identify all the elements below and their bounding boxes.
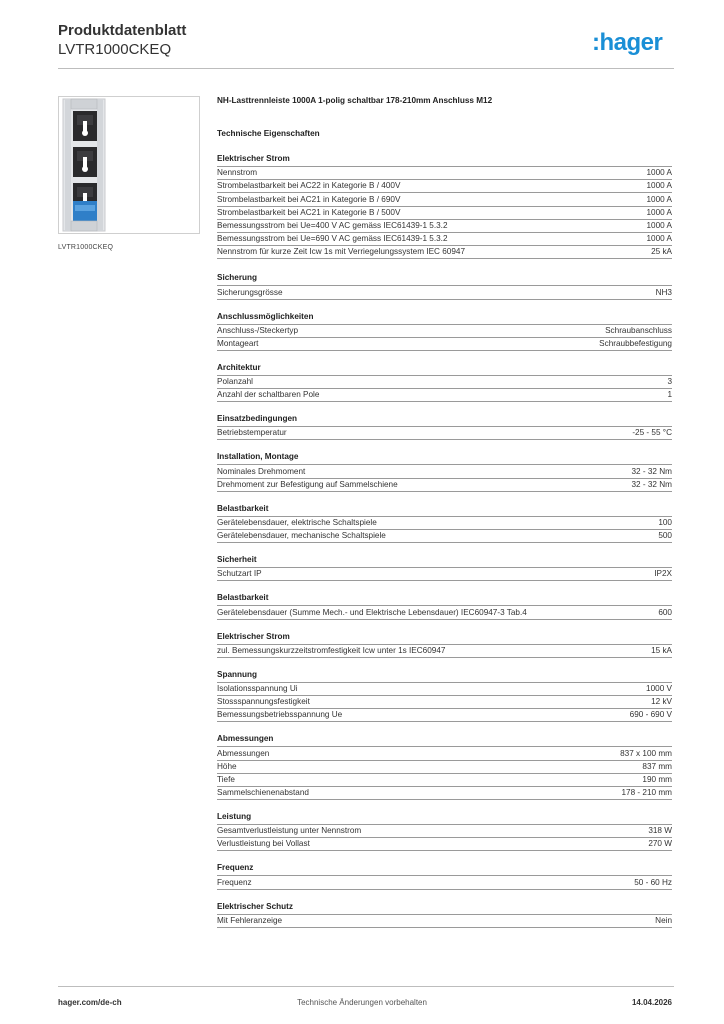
spec-group <box>217 363 672 402</box>
spec-label: Stossspannungsfestigkeit <box>217 697 310 707</box>
spec-value: 12 kV <box>651 697 672 707</box>
spec-label: Schutzart IP <box>217 569 262 579</box>
spec-row <box>217 338 672 351</box>
spec-row <box>217 180 672 193</box>
spec-label: Tiefe <box>217 774 235 784</box>
spec-row <box>217 774 672 787</box>
spec-label: zul. Bemessungskurzzeitstromfestigkeit Icw unter 1s IEC60947 <box>217 645 446 655</box>
spec-row <box>217 709 672 722</box>
spec-label: Betriebstemperatur <box>217 428 287 438</box>
technical-properties-heading: Technische Eigenschaften <box>217 129 320 138</box>
spec-label: Drehmoment zur Befestigung auf Sammelschiene <box>217 479 398 489</box>
spec-value: 3 <box>667 377 672 387</box>
hager-logo-text: :hager <box>592 29 663 56</box>
spec-value: 1000 A <box>646 220 672 230</box>
spec-value: 1000 V <box>646 683 672 693</box>
spec-value: 500 <box>658 531 672 541</box>
spec-label: Sammelschienenabstand <box>217 788 309 798</box>
spec-label: Frequenz <box>217 877 252 887</box>
spec-label: Gerätelebensdauer, mechanische Schaltspiele <box>217 531 386 541</box>
spec-value: -25 - 55 °C <box>632 428 672 438</box>
spec-label: Mit Fehleranzeige <box>217 915 283 925</box>
spec-row <box>217 606 672 619</box>
spec-value: Nein <box>655 915 672 925</box>
spec-value: 32 - 32 Nm <box>631 479 672 489</box>
spec-value: 690 - 690 V <box>629 710 672 720</box>
spec-row <box>217 876 672 889</box>
spec-group-title: Sicherung <box>217 273 672 286</box>
spec-value: 270 W <box>648 839 672 849</box>
spec-group-title: Elektrischer Schutz <box>217 902 672 915</box>
spec-label: Abmessungen <box>217 748 270 758</box>
spec-value: 600 <box>658 607 672 617</box>
spec-row <box>217 246 672 259</box>
spec-group <box>217 632 672 658</box>
spec-label: Anzahl der schaltbaren Pole <box>217 390 320 400</box>
product-image <box>58 96 200 234</box>
spec-row <box>217 479 672 492</box>
spec-group <box>217 812 672 851</box>
spec-group <box>217 555 672 581</box>
footer-date: 14.04.2026 <box>631 998 672 1007</box>
spec-label: Bemessungsstrom bei Ue=400 V AC gemäss IEC61439-1 5.3.2 <box>217 220 448 230</box>
spec-value: 1000 A <box>646 207 672 217</box>
spec-row <box>217 286 672 299</box>
spec-value: 25 kA <box>651 247 672 257</box>
spec-label: Bemessungsstrom bei Ue=690 V AC gemäss IEC61439-1 5.3.2 <box>217 234 448 244</box>
spec-label: Gerätelebensdauer (Summe Mech.- und Elektrische Lebensdauer) IEC60947-3 Tab.4 <box>217 607 527 617</box>
spec-label: Isolationsspannung Ui <box>217 683 298 693</box>
spec-label: Nominales Drehmoment <box>217 466 306 476</box>
spec-value: 32 - 32 Nm <box>631 466 672 476</box>
spec-row <box>217 220 672 233</box>
spec-row <box>217 207 672 220</box>
spec-group <box>217 593 672 619</box>
spec-group <box>217 863 672 889</box>
spec-label: Sicherungsgrösse <box>217 287 283 297</box>
spec-row <box>217 683 672 696</box>
spec-group-title: Spannung <box>217 670 672 683</box>
spec-label: Montageart <box>217 338 259 348</box>
spec-group <box>217 734 672 800</box>
spec-row <box>217 825 672 838</box>
spec-row <box>217 761 672 774</box>
spec-row <box>217 787 672 800</box>
product-description: NH-Lasttrennleiste 1000A 1-polig schaltbar 178-210mm Anschluss M12 <box>217 96 493 105</box>
spec-row <box>217 376 672 389</box>
spec-group-title: Installation, Montage <box>217 452 672 465</box>
spec-row <box>217 517 672 530</box>
spec-value: 837 mm <box>642 761 672 771</box>
spec-group <box>217 154 672 259</box>
spec-row <box>217 568 672 581</box>
spec-value: IP2X <box>654 569 672 579</box>
document-subtitle: LVTR1000CKEQ <box>58 41 172 58</box>
spec-row <box>217 325 672 338</box>
footer-website: hager.com/de-ch <box>58 998 122 1007</box>
spec-group-title: Belastbarkeit <box>217 593 672 606</box>
spec-value: 318 W <box>648 826 672 836</box>
spec-row <box>217 167 672 180</box>
product-image-caption: LVTR1000CKEQ <box>58 244 114 251</box>
spec-value: Schraubanschluss <box>605 325 672 335</box>
spec-value: 837 x 100 mm <box>620 748 672 758</box>
spec-row <box>217 915 672 928</box>
spec-group-title: Sicherheit <box>217 555 672 568</box>
product-image-drawing <box>59 97 199 233</box>
spec-value: 190 mm <box>642 774 672 784</box>
footer-disclaimer: Technische Änderungen vorbehalten <box>297 998 427 1007</box>
spec-group-title: Elektrischer Strom <box>217 632 672 645</box>
spec-section <box>217 96 672 928</box>
spec-value: 1000 A <box>646 181 672 191</box>
footer-divider <box>58 986 674 987</box>
spec-value: 1000 A <box>646 194 672 204</box>
spec-row <box>217 747 672 760</box>
spec-group <box>217 670 672 723</box>
spec-label: Höhe <box>217 761 237 771</box>
spec-label: Gesamtverlustleistung unter Nennstrom <box>217 826 362 836</box>
spec-row <box>217 696 672 709</box>
spec-value: NH3 <box>655 287 672 297</box>
spec-row <box>217 389 672 402</box>
spec-row <box>217 465 672 478</box>
spec-row <box>217 193 672 206</box>
spec-group <box>217 902 672 928</box>
spec-group-title: Architektur <box>217 363 672 376</box>
spec-row <box>217 233 672 246</box>
spec-label: Bemessungsbetriebsspannung Ue <box>217 710 343 720</box>
spec-group-title: Anschlussmöglichkeiten <box>217 312 672 325</box>
document-title: Produktdatenblatt <box>58 22 187 39</box>
spec-group <box>217 452 672 491</box>
spec-label: Strombelastbarkeit bei AC21 in Kategorie B / 500V <box>217 207 401 217</box>
spec-row <box>217 645 672 658</box>
document-header <box>58 20 674 70</box>
spec-value: 1000 A <box>646 168 672 178</box>
spec-label: Gerätelebensdauer, elektrische Schaltspiele <box>217 518 377 527</box>
spec-value: 1 <box>667 390 672 400</box>
spec-row <box>217 530 672 543</box>
hager-logo <box>592 29 674 57</box>
spec-label: Polanzahl <box>217 377 253 387</box>
spec-group <box>217 312 672 351</box>
spec-label: Nennstrom <box>217 168 258 178</box>
spec-label: Nennstrom für kurze Zeit Icw 1s mit Verriegelungssystem IEC 60947 <box>217 247 465 257</box>
spec-groups <box>217 154 672 928</box>
spec-group <box>217 414 672 440</box>
spec-group-title: Einsatzbedingungen <box>217 414 672 427</box>
spec-label: Anschluss-/Steckertyp <box>217 325 298 335</box>
spec-value: 178 - 210 mm <box>621 788 672 798</box>
spec-value: 1000 A <box>646 234 672 244</box>
spec-group <box>217 273 672 299</box>
spec-group-title: Elektrischer Strom <box>217 154 672 167</box>
spec-label: Strombelastbarkeit bei AC21 in Kategorie B / 690V <box>217 194 401 204</box>
spec-group-title: Frequenz <box>217 863 672 876</box>
spec-label: Verlustleistung bei Vollast <box>217 839 310 849</box>
spec-group-title: Belastbarkeit <box>217 504 672 517</box>
spec-group-title: Abmessungen <box>217 734 672 747</box>
spec-value: Schraubbefestigung <box>599 338 672 348</box>
spec-value: 50 - 60 Hz <box>634 877 672 887</box>
spec-value: 100 <box>658 518 672 527</box>
spec-value: 15 kA <box>651 645 672 655</box>
spec-group <box>217 504 672 543</box>
spec-group-title: Leistung <box>217 812 672 825</box>
header-divider <box>58 68 674 69</box>
spec-label: Strombelastbarkeit bei AC22 in Kategorie B / 400V <box>217 181 401 191</box>
spec-row <box>217 427 672 440</box>
spec-row <box>217 838 672 851</box>
